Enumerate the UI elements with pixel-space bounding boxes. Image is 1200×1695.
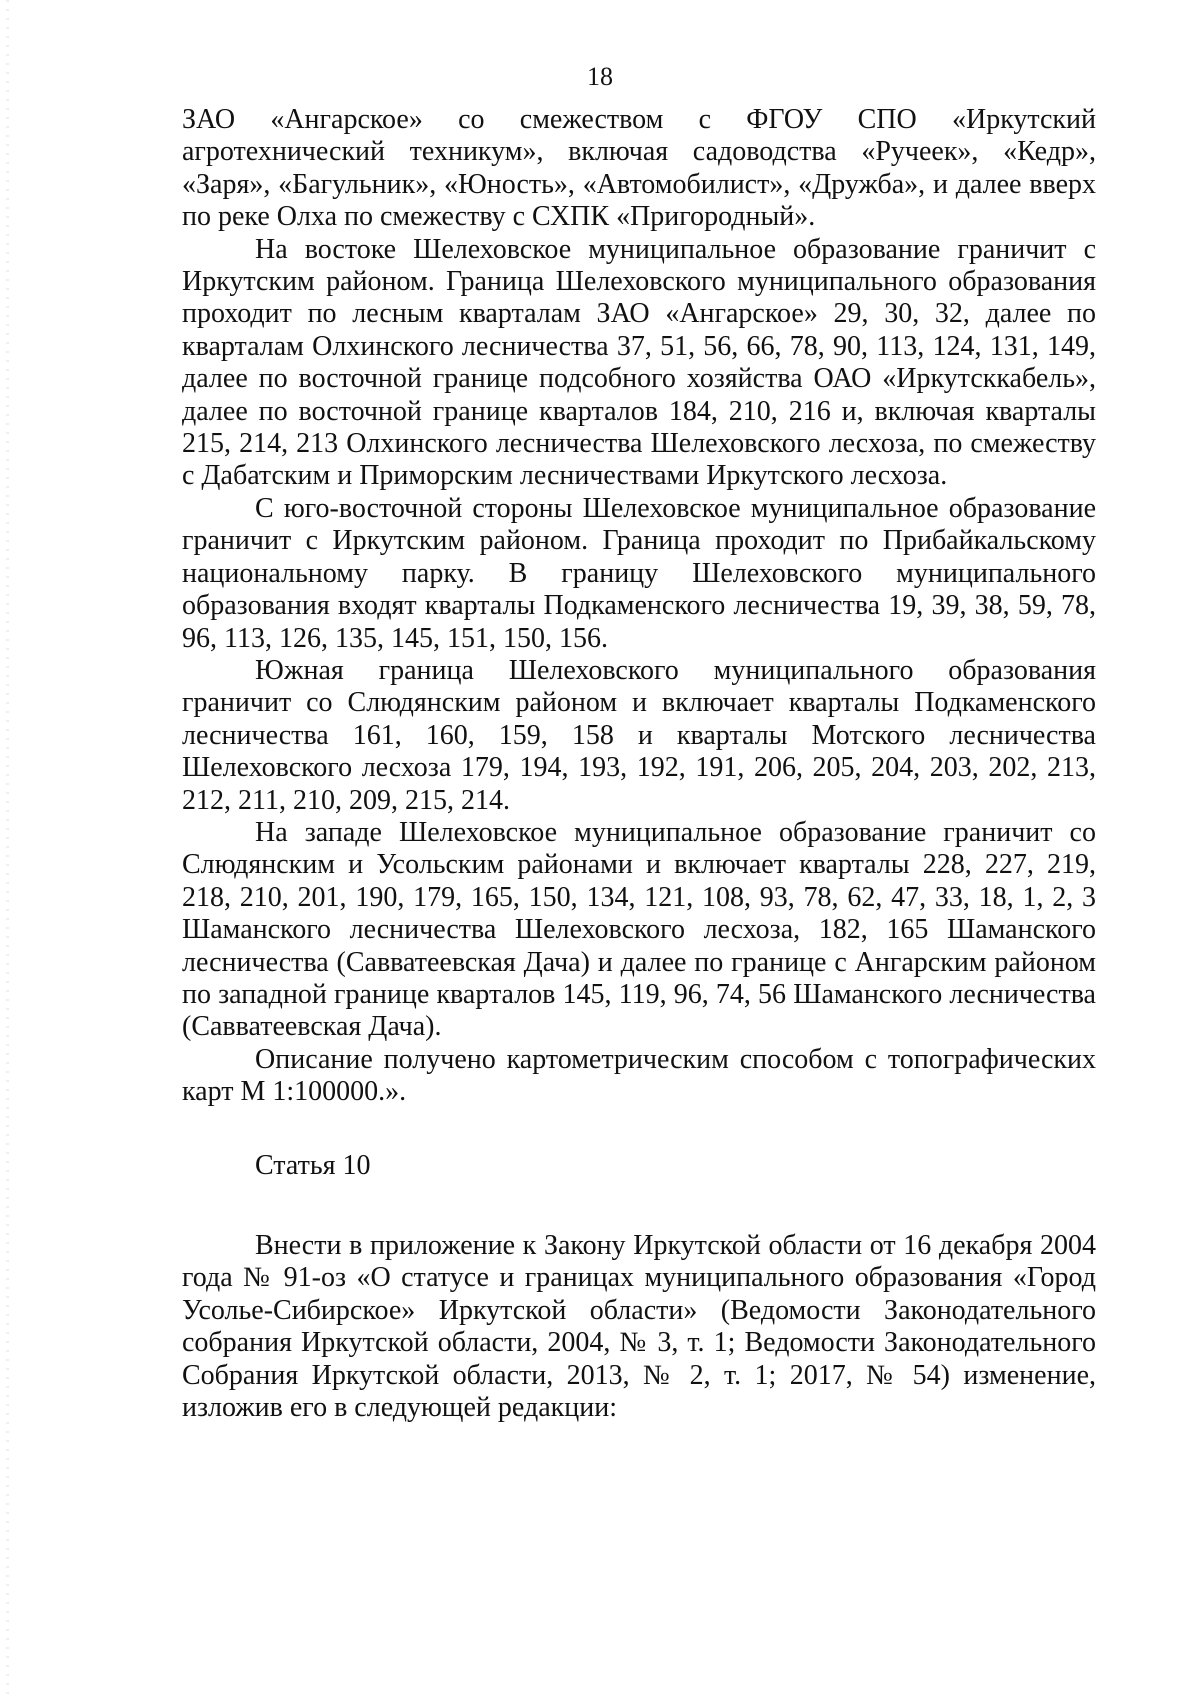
paragraph-southeast-border: С юго-восточной стороны Шелеховское муниципальное образование граничит с Иркутским районом. Граница проходит по Прибайкальскому национальному парку. В границу Шелеховского муниципального образования входят кварталы Подкаменского лесничества 19, 39, 38, 59, 78, 96, 113, 126, 135, 145, 151, 150, 156. (182, 492, 1096, 654)
document-body (182, 104, 1096, 1424)
article-paragraph: Внести в приложение к Закону Иркутской области от 16 декабря 2004 года № 91-оз «О статусе и границах муниципального образования «Город Усолье-Сибирское» Иркутской области» (Ведомости Законодательного собрания Иркутской области, 2004, № 3, т. 1; Ведомости Законодательного Собрания Иркутской области, 2013, № 2, т. 1; 2017, № 54) изменение, изложив его в следующей редакции: (182, 1230, 1096, 1424)
scan-edge-marks (6, 0, 9, 1695)
paragraph-south-border: Южная граница Шелеховского муниципального образования граничит со Слюдянским районом и включает кварталы Подкаменского лесничества 161, 160, 159, 158 и кварталы Мотского лесничества Шелеховского лесхоза 179, 194, 193, 192, 191, 206, 205, 204, 203, 202, 213, 212, 211, 210, 209, 215, 214. (182, 654, 1096, 816)
page-number: 18 (587, 62, 613, 91)
paragraph-description-method: Описание получено картометрическим способом с топографических карт М 1:100000.». (182, 1043, 1096, 1108)
paragraph-east-border: На востоке Шелеховское муниципальное образование граничит с Иркутским районом. Граница Шелеховского муниципального образования проходит по лесным кварталам ЗАО «Ангарское» 29, 30, 32, далее по кварталам Олхинского лесничества 37, 51, 56, 66, 78, 90, 113, 124, 131, 149, далее по восточной границе подсобного хозяйства ОАО «Иркутсккабель», далее по восточной границе кварталов 184, 210, 216 и, включая кварталы 215, 214, 213 Олхинского лесничества Шелеховского лесхоза, по смежеству с Дабатским и Приморским лесничествами Иркутского лесхоза. (182, 233, 1096, 492)
article-heading: Статья 10 (255, 1149, 371, 1181)
paragraph-continuation: ЗАО «Ангарское» со смежеством с ФГОУ СПО «Иркутский агротехнический техникум», включая садоводства «Ручеек», «Кедр», «Заря», «Багульник», «Юность», «Автомобилист», «Дружба», и далее вверх по реке Олха по смежеству с СХПК «Пригородный». (182, 104, 1096, 233)
paragraph-west-border: На западе Шелеховское муниципальное образование граничит со Слюдянским и Усольским районами и включает кварталы 228, 227, 219, 218, 210, 201, 190, 179, 165, 150, 134, 121, 108, 93, 78, 62, 47, 33, 18, 1, 2, 3 Шаманского лесничества Шелеховского лесхоза, 182, 165 Шаманского лесничества (Савватеевская Дача) и далее по границе с Ангарским районом по западной границе кварталов 145, 119, 96, 74, 56 Шаманского лесничества (Савватеевская Дача). (182, 816, 1096, 1043)
